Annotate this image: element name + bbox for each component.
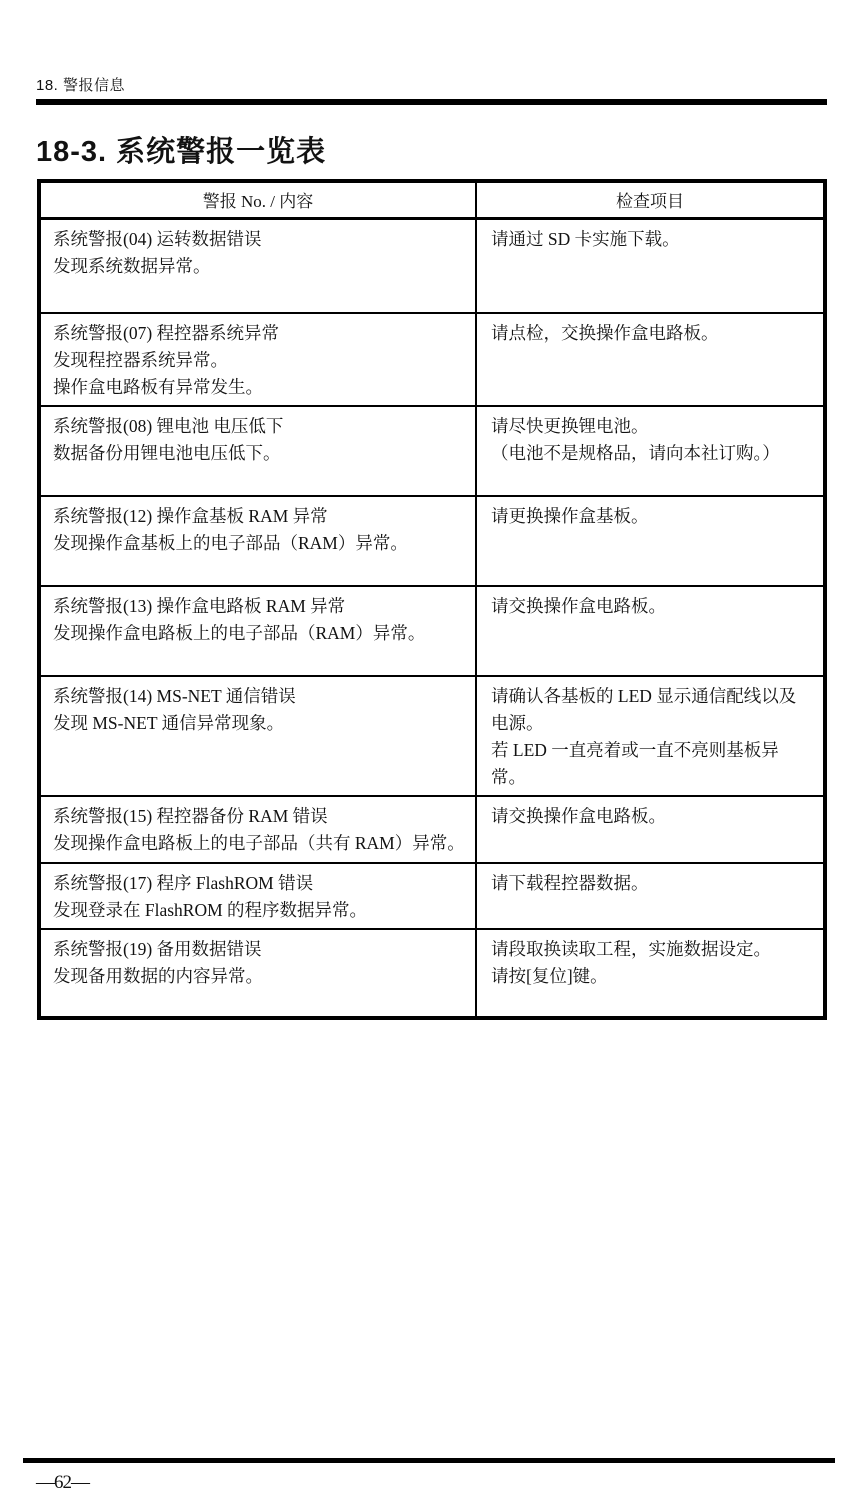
table-row <box>41 497 823 587</box>
cell-line: 请交换操作盒电路板。 <box>491 806 666 826</box>
alarm-cell <box>41 930 477 1016</box>
check-cell <box>477 497 823 585</box>
column-header-alarm: 警报 No. / 内容 <box>41 183 477 217</box>
cell-line: 请段取换读取工程，实施数据设定。 <box>491 939 771 959</box>
table-row <box>41 587 823 677</box>
cell-line: 请交换操作盒电路板。 <box>491 596 666 616</box>
cell-line: 系统警报(07) 程控器系统异常 <box>53 323 280 343</box>
alarm-cell <box>41 587 477 675</box>
cell-line: 发现备用数据的内容异常。 <box>53 966 263 986</box>
cell-line: 发现 MS-NET 通信异常现象。 <box>53 713 285 733</box>
cell-line: 若 LED 一直亮着或一直不亮则基板异常。 <box>491 740 779 787</box>
cell-line: 请下载程控器数据。 <box>491 873 649 893</box>
page-title: 18-3. 系统警报一览表 <box>36 136 327 168</box>
cell-line: 请尽快更换锂电池。 <box>491 416 649 436</box>
cell-line: 数据备份用锂电池电压低下。 <box>53 443 281 463</box>
alarm-cell <box>41 864 477 928</box>
table-header-row <box>41 183 823 220</box>
cell-line: 系统警报(15) 程控器备份 RAM 错误 <box>53 806 328 826</box>
check-cell <box>477 677 823 795</box>
footer-divider-rule <box>23 1458 835 1463</box>
page-number: —62— <box>36 1472 89 1493</box>
column-header-check: 检查项目 <box>616 192 684 211</box>
system-alarm-table <box>37 179 827 1020</box>
header-divider-rule <box>36 99 827 105</box>
table-row <box>41 314 823 407</box>
table-row <box>41 930 823 1016</box>
cell-line: 请点检，交换操作盒电路板。 <box>491 323 719 343</box>
cell-line: 发现系统数据异常。 <box>53 256 211 276</box>
alarm-cell <box>41 220 477 312</box>
cell-line: （电池不是规格品，请向本社订购。） <box>491 443 780 463</box>
cell-line: 系统警报(08) 锂电池 电压低下 <box>53 416 284 436</box>
cell-line: 发现操作盒电路板上的电子部品（RAM）异常。 <box>53 623 426 643</box>
cell-line: 请通过 SD 卡实施下载。 <box>491 229 680 249</box>
cell-line: 操作盒电路板有异常发生。 <box>53 377 263 397</box>
check-cell <box>477 220 823 312</box>
table-row <box>41 407 823 497</box>
alarm-cell <box>41 314 477 405</box>
cell-line: 请按[复位]键。 <box>491 966 608 986</box>
cell-line: 请更换操作盒基板。 <box>491 506 649 526</box>
cell-line: 请确认各基板的 LED 显示通信配线以及电源。 <box>491 686 797 733</box>
alarm-cell <box>41 797 477 862</box>
check-cell <box>477 930 823 1016</box>
cell-line: 系统警报(12) 操作盒基板 RAM 异常 <box>53 506 328 526</box>
cell-line: 系统警报(19) 备用数据错误 <box>53 939 262 959</box>
alarm-cell <box>41 677 477 795</box>
cell-line: 系统警报(04) 运转数据错误 <box>53 229 262 249</box>
check-cell <box>477 314 823 405</box>
cell-line: 系统警报(14) MS-NET 通信错误 <box>53 686 296 706</box>
check-cell <box>477 797 823 862</box>
alarm-cell <box>41 407 477 495</box>
table-row <box>41 797 823 864</box>
table-row <box>41 864 823 930</box>
check-cell <box>477 587 823 675</box>
table-row <box>41 677 823 797</box>
cell-line: 系统警报(17) 程序 FlashROM 错误 <box>53 873 314 893</box>
cell-line: 发现程控器系统异常。 <box>53 350 228 370</box>
cell-line: 发现操作盒基板上的电子部品（RAM）异常。 <box>53 533 408 553</box>
cell-line: 系统警报(13) 操作盒电路板 RAM 异常 <box>53 596 346 616</box>
cell-line: 发现操作盒电路板上的电子部品（共有 RAM）异常。 <box>53 833 465 853</box>
section-breadcrumb: 18. 警报信息 <box>36 77 126 94</box>
check-cell <box>477 864 823 928</box>
table-row <box>41 220 823 314</box>
cell-line: 发现登录在 FlashROM 的程序数据异常。 <box>53 900 368 920</box>
check-cell <box>477 407 823 495</box>
alarm-cell <box>41 497 477 585</box>
